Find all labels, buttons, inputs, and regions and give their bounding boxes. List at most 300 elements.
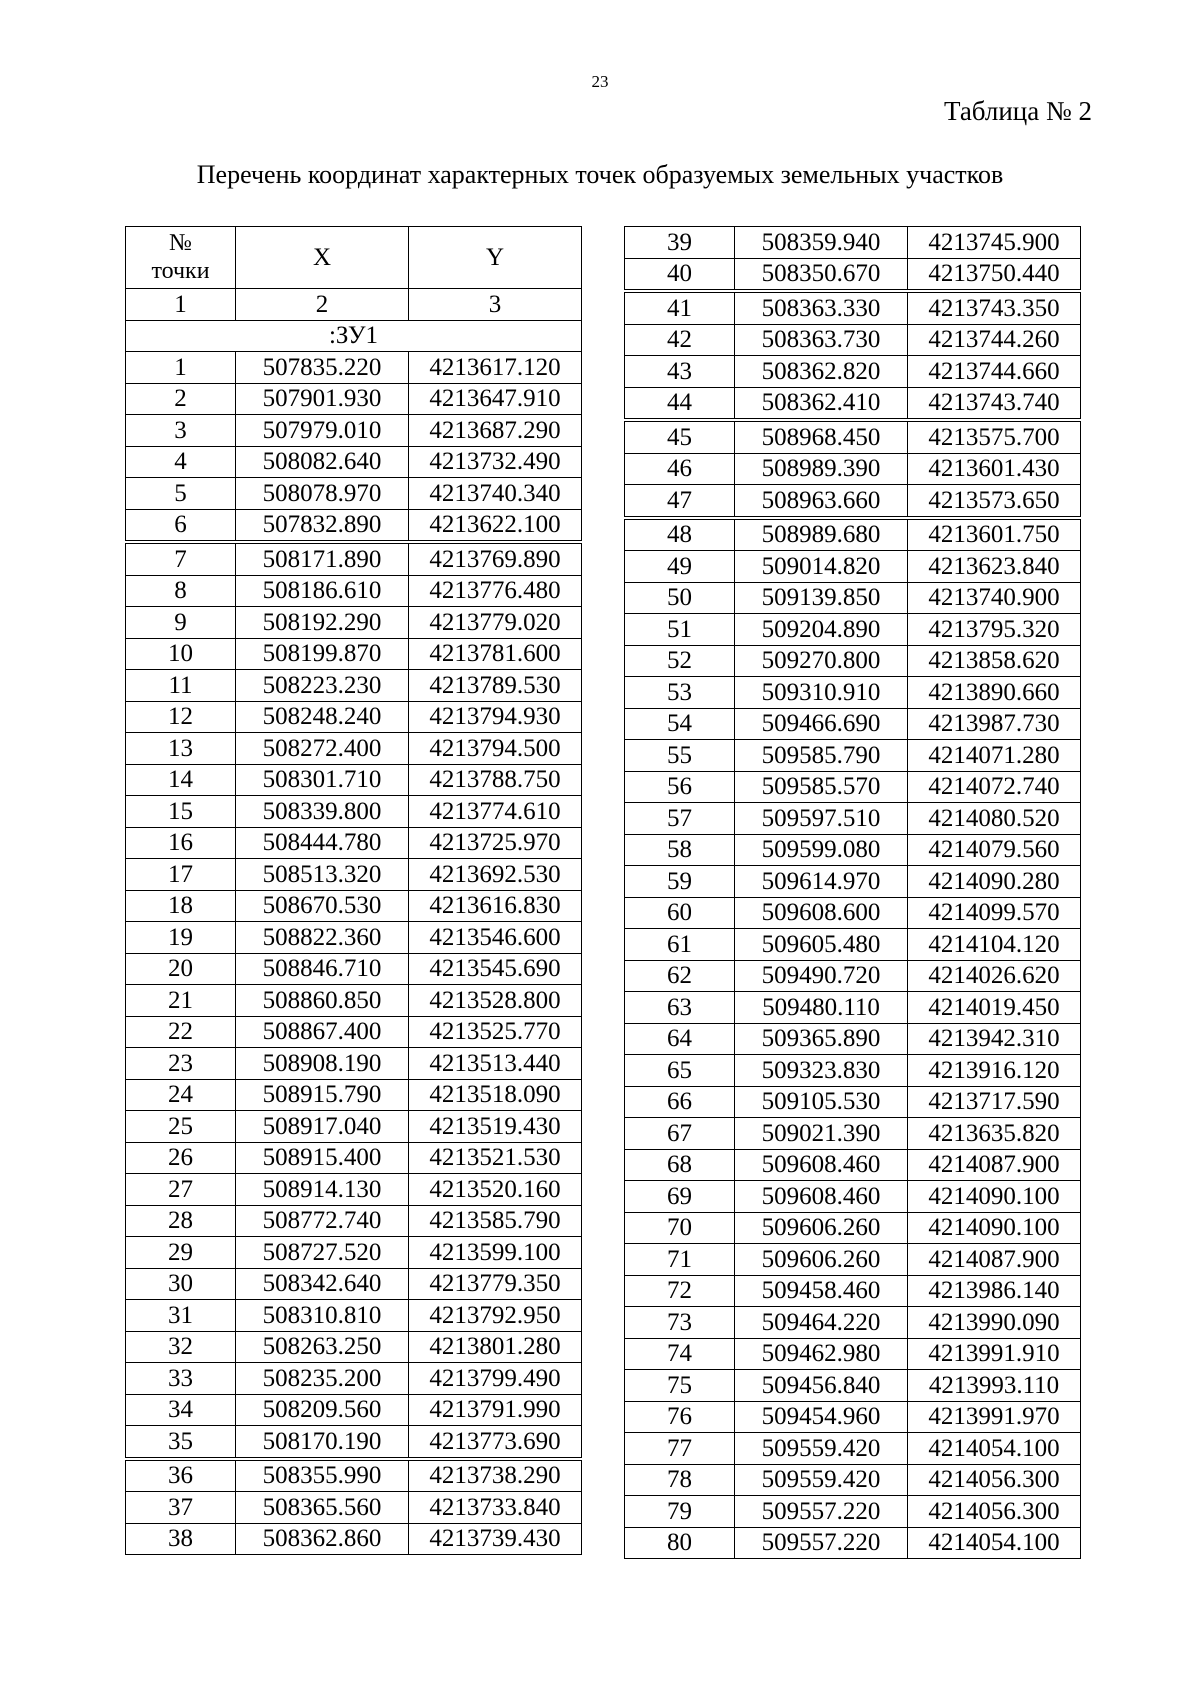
- header-point-number: [126, 227, 236, 289]
- point-number: 31: [126, 1300, 236, 1332]
- coord-y: 4213916.120: [908, 1055, 1081, 1087]
- column-number-row: [126, 289, 582, 321]
- header-x: X: [236, 227, 409, 289]
- coord-x: 508350.670: [735, 258, 908, 291]
- table-row: [625, 356, 1081, 388]
- table-row: [126, 827, 582, 859]
- coord-y: 4213520.160: [409, 1174, 582, 1206]
- point-number: 76: [625, 1401, 735, 1433]
- table-row: [625, 1370, 1081, 1402]
- coord-y: 4213519.430: [409, 1111, 582, 1143]
- coord-x: 509480.110: [735, 992, 908, 1024]
- coord-x: 508963.660: [735, 485, 908, 518]
- coord-x: 507832.890: [236, 509, 409, 542]
- point-number: 40: [625, 258, 735, 291]
- table-row: [126, 1016, 582, 1048]
- point-number: 60: [625, 897, 735, 929]
- table-row: [126, 415, 582, 447]
- table-row: [625, 1149, 1081, 1181]
- point-number: 54: [625, 708, 735, 740]
- page-number: 23: [591, 72, 609, 91]
- table-row: [625, 1433, 1081, 1465]
- table-row: [126, 1079, 582, 1111]
- coord-y: 4213991.970: [908, 1401, 1081, 1433]
- table-header-row: [126, 227, 582, 289]
- point-number: 34: [126, 1394, 236, 1426]
- point-number: 72: [625, 1275, 735, 1307]
- table-row: [625, 258, 1081, 291]
- coord-y: 4213987.730: [908, 708, 1081, 740]
- table-row: [126, 1331, 582, 1363]
- coord-x: 508727.520: [236, 1237, 409, 1269]
- point-number: 19: [126, 922, 236, 954]
- table-row: [126, 1492, 582, 1524]
- coordinates-table-left: [125, 226, 582, 1555]
- coord-y: 4213585.790: [409, 1205, 582, 1237]
- table-row: [126, 1142, 582, 1174]
- table-row: [126, 383, 582, 415]
- coord-x: 507901.930: [236, 383, 409, 415]
- table-row: [625, 324, 1081, 356]
- point-number: 3: [126, 415, 236, 447]
- table-row: [625, 485, 1081, 518]
- coord-x: 509606.260: [735, 1212, 908, 1244]
- coord-x: 508342.640: [236, 1268, 409, 1300]
- point-number: 79: [625, 1496, 735, 1528]
- coord-y: 4214104.120: [908, 929, 1081, 961]
- coord-x: 509490.720: [735, 960, 908, 992]
- coord-y: 4214054.100: [908, 1527, 1081, 1559]
- table-row: [126, 638, 582, 670]
- point-number: 37: [126, 1492, 236, 1524]
- coord-x: 508363.730: [735, 324, 908, 356]
- coord-y: 4213687.290: [409, 415, 582, 447]
- coord-y: 4213986.140: [908, 1275, 1081, 1307]
- coord-y: 4214090.280: [908, 866, 1081, 898]
- coord-x: 508989.680: [735, 518, 908, 551]
- coord-x: 509599.080: [735, 834, 908, 866]
- table-row: [625, 1338, 1081, 1370]
- coord-x: 508248.240: [236, 701, 409, 733]
- coord-y: 4213575.700: [908, 420, 1081, 453]
- point-number: 17: [126, 859, 236, 891]
- point-number: 6: [126, 509, 236, 542]
- coord-y: 4213513.440: [409, 1048, 582, 1080]
- table-row: [126, 1268, 582, 1300]
- point-number: 48: [625, 518, 735, 551]
- table-row: [126, 1363, 582, 1395]
- table-row: [625, 518, 1081, 551]
- point-number: 66: [625, 1086, 735, 1118]
- table-row: [625, 1086, 1081, 1118]
- coord-y: 4213732.490: [409, 446, 582, 478]
- coord-x: 507835.220: [236, 352, 409, 384]
- section-label: :ЗУ1: [126, 320, 582, 352]
- table-row: [126, 1111, 582, 1143]
- point-number: 8: [126, 575, 236, 607]
- column-number-3: 3: [409, 289, 582, 321]
- table-row: [625, 582, 1081, 614]
- point-number: 52: [625, 645, 735, 677]
- column-number-1: 1: [126, 289, 236, 321]
- table-row: [126, 446, 582, 478]
- point-number: 78: [625, 1464, 735, 1496]
- point-number: 18: [126, 890, 236, 922]
- point-number: 20: [126, 953, 236, 985]
- coord-x: 508310.810: [236, 1300, 409, 1332]
- coord-y: 4213745.900: [908, 227, 1081, 259]
- coord-x: 508365.560: [236, 1492, 409, 1524]
- table-row: [625, 420, 1081, 453]
- table-row: [625, 227, 1081, 259]
- table-row: [625, 1023, 1081, 1055]
- table-row: [126, 1237, 582, 1269]
- header-point-word: точки: [151, 257, 210, 284]
- coord-y: 4213528.800: [409, 985, 582, 1017]
- coord-y: 4213794.930: [409, 701, 582, 733]
- coord-y: 4214090.100: [908, 1212, 1081, 1244]
- point-number: 44: [625, 387, 735, 420]
- coord-x: 508355.990: [236, 1459, 409, 1492]
- point-number: 1: [126, 352, 236, 384]
- coord-x: 508209.560: [236, 1394, 409, 1426]
- coord-x: 508082.640: [236, 446, 409, 478]
- table-row: [625, 291, 1081, 324]
- table-row: [625, 677, 1081, 709]
- table-row: [625, 929, 1081, 961]
- coord-y: 4214071.280: [908, 740, 1081, 772]
- coord-y: 4213799.490: [409, 1363, 582, 1395]
- point-number: 68: [625, 1149, 735, 1181]
- coord-x: 509310.910: [735, 677, 908, 709]
- coord-x: 508772.740: [236, 1205, 409, 1237]
- table-row: [126, 1394, 582, 1426]
- table-row: [625, 960, 1081, 992]
- coord-x: 509614.970: [735, 866, 908, 898]
- coord-x: 508914.130: [236, 1174, 409, 1206]
- coord-x: 508444.780: [236, 827, 409, 859]
- coord-x: 509462.980: [735, 1338, 908, 1370]
- coord-x: 508915.790: [236, 1079, 409, 1111]
- coord-y: 4213525.770: [409, 1016, 582, 1048]
- point-number: 23: [126, 1048, 236, 1080]
- coord-x: 508170.190: [236, 1426, 409, 1459]
- coord-y: 4213545.690: [409, 953, 582, 985]
- coord-y: 4213789.530: [409, 670, 582, 702]
- coord-x: 508078.970: [236, 478, 409, 510]
- point-number: 80: [625, 1527, 735, 1559]
- point-number: 21: [126, 985, 236, 1017]
- point-number: 62: [625, 960, 735, 992]
- table-row: [126, 1048, 582, 1080]
- coord-x: 508822.360: [236, 922, 409, 954]
- coord-y: 4213769.890: [409, 542, 582, 575]
- table-row: [625, 1118, 1081, 1150]
- point-number: 58: [625, 834, 735, 866]
- point-number: 24: [126, 1079, 236, 1111]
- coord-y: 4213993.110: [908, 1370, 1081, 1402]
- coord-y: 4213991.910: [908, 1338, 1081, 1370]
- coord-x: 509606.260: [735, 1244, 908, 1276]
- coord-y: 4213744.260: [908, 324, 1081, 356]
- coord-x: 508223.230: [236, 670, 409, 702]
- point-number: 74: [625, 1338, 735, 1370]
- point-number: 32: [126, 1331, 236, 1363]
- coord-x: 509139.850: [735, 582, 908, 614]
- coord-x: 508989.390: [735, 453, 908, 485]
- point-number: 39: [625, 227, 735, 259]
- table-row: [126, 607, 582, 639]
- point-number: 45: [625, 420, 735, 453]
- coord-x: 508513.320: [236, 859, 409, 891]
- coord-y: 4213744.660: [908, 356, 1081, 388]
- point-number: 47: [625, 485, 735, 518]
- point-number: 33: [126, 1363, 236, 1395]
- point-number: 49: [625, 551, 735, 583]
- coord-y: 4214090.100: [908, 1181, 1081, 1213]
- table-row: [625, 1401, 1081, 1433]
- table-row: [126, 509, 582, 542]
- point-number: 26: [126, 1142, 236, 1174]
- coord-y: 4213890.660: [908, 677, 1081, 709]
- point-number: 13: [126, 733, 236, 765]
- point-number: 11: [126, 670, 236, 702]
- coord-x: 508917.040: [236, 1111, 409, 1143]
- table-row: [625, 1244, 1081, 1276]
- point-number: 2: [126, 383, 236, 415]
- coord-y: 4213858.620: [908, 645, 1081, 677]
- coord-x: 508235.200: [236, 1363, 409, 1395]
- coord-y: 4213725.970: [409, 827, 582, 859]
- point-number: 4: [126, 446, 236, 478]
- table-row: [625, 1212, 1081, 1244]
- table-row: [625, 803, 1081, 835]
- table-row: [126, 890, 582, 922]
- coord-x: 509585.570: [735, 771, 908, 803]
- coord-y: 4213788.750: [409, 764, 582, 796]
- section-row: [126, 320, 582, 352]
- table-row: [625, 771, 1081, 803]
- table-row: [625, 453, 1081, 485]
- coord-y: 4213546.600: [409, 922, 582, 954]
- table-row: [126, 670, 582, 702]
- point-number: 43: [625, 356, 735, 388]
- coord-x: 509559.420: [735, 1464, 908, 1496]
- point-number: 30: [126, 1268, 236, 1300]
- table-row: [126, 1205, 582, 1237]
- coord-x: 509454.960: [735, 1401, 908, 1433]
- coord-y: 4213795.320: [908, 614, 1081, 646]
- table-row: [126, 1174, 582, 1206]
- table-row: [625, 1496, 1081, 1528]
- coord-y: 4213647.910: [409, 383, 582, 415]
- table-row: [126, 764, 582, 796]
- point-number: 70: [625, 1212, 735, 1244]
- point-number: 75: [625, 1370, 735, 1402]
- table-label: Таблица № 2: [944, 96, 1092, 126]
- coord-x: 508272.400: [236, 733, 409, 765]
- coord-x: 509323.830: [735, 1055, 908, 1087]
- table-row: [126, 733, 582, 765]
- coord-x: 509597.510: [735, 803, 908, 835]
- point-number: 15: [126, 796, 236, 828]
- table-row: [625, 1527, 1081, 1559]
- coord-x: 508846.710: [236, 953, 409, 985]
- table-row: [625, 387, 1081, 420]
- coord-x: 509456.840: [735, 1370, 908, 1402]
- coord-x: 509458.460: [735, 1275, 908, 1307]
- coord-y: 4214080.520: [908, 803, 1081, 835]
- point-number: 42: [625, 324, 735, 356]
- coord-y: 4213717.590: [908, 1086, 1081, 1118]
- coord-y: 4213990.090: [908, 1307, 1081, 1339]
- coord-x: 509557.220: [735, 1496, 908, 1528]
- table-row: [126, 859, 582, 891]
- table-row: [625, 1307, 1081, 1339]
- table-row: [126, 953, 582, 985]
- point-number: 38: [126, 1523, 236, 1555]
- coord-y: 4213601.430: [908, 453, 1081, 485]
- coord-y: 4213521.530: [409, 1142, 582, 1174]
- point-number: 10: [126, 638, 236, 670]
- table-row: [625, 645, 1081, 677]
- point-number: 50: [625, 582, 735, 614]
- coord-y: 4214056.300: [908, 1496, 1081, 1528]
- document-title: Перечень координат характерных точек образуемых земельных участков: [196, 160, 1004, 189]
- coordinates-table-right: [624, 226, 1081, 1559]
- point-number: 9: [126, 607, 236, 639]
- point-number: 51: [625, 614, 735, 646]
- point-number: 71: [625, 1244, 735, 1276]
- coord-y: 4213599.100: [409, 1237, 582, 1269]
- coord-x: 509021.390: [735, 1118, 908, 1150]
- coord-x: 508186.610: [236, 575, 409, 607]
- coord-x: 509608.460: [735, 1149, 908, 1181]
- point-number: 35: [126, 1426, 236, 1459]
- coord-y: 4214056.300: [908, 1464, 1081, 1496]
- point-number: 25: [126, 1111, 236, 1143]
- coord-y: 4213518.090: [409, 1079, 582, 1111]
- coord-y: 4213573.650: [908, 485, 1081, 518]
- point-number: 22: [126, 1016, 236, 1048]
- table-row: [625, 1464, 1081, 1496]
- point-number: 67: [625, 1118, 735, 1150]
- table-row: [625, 1275, 1081, 1307]
- coord-x: 508362.860: [236, 1523, 409, 1555]
- coord-y: 4213743.740: [908, 387, 1081, 420]
- coord-x: 509585.790: [735, 740, 908, 772]
- table-row: [126, 575, 582, 607]
- coord-y: 4213601.750: [908, 518, 1081, 551]
- coord-y: 4214087.900: [908, 1149, 1081, 1181]
- point-number: 28: [126, 1205, 236, 1237]
- table-row: [625, 1055, 1081, 1087]
- coord-y: 4213774.610: [409, 796, 582, 828]
- table-row: [126, 352, 582, 384]
- coord-x: 508867.400: [236, 1016, 409, 1048]
- point-number: 57: [625, 803, 735, 835]
- table-row: [126, 1459, 582, 1492]
- table-row: [625, 866, 1081, 898]
- coord-y: 4214079.560: [908, 834, 1081, 866]
- coord-y: 4213794.500: [409, 733, 582, 765]
- coord-y: 4213635.820: [908, 1118, 1081, 1150]
- point-number: 64: [625, 1023, 735, 1055]
- point-number: 12: [126, 701, 236, 733]
- table-row: [625, 614, 1081, 646]
- table-row: [126, 1523, 582, 1555]
- coord-y: 4213779.020: [409, 607, 582, 639]
- table-row: [126, 1300, 582, 1332]
- coord-y: 4213738.290: [409, 1459, 582, 1492]
- coord-x: 509014.820: [735, 551, 908, 583]
- coord-x: 508263.250: [236, 1331, 409, 1363]
- table-row: [625, 708, 1081, 740]
- coord-y: 4213740.340: [409, 478, 582, 510]
- table-row: [126, 796, 582, 828]
- coord-y: 4214019.450: [908, 992, 1081, 1024]
- point-number: 59: [625, 866, 735, 898]
- coord-y: 4213750.440: [908, 258, 1081, 291]
- coord-x: 509608.460: [735, 1181, 908, 1213]
- coord-y: 4213791.990: [409, 1394, 582, 1426]
- coord-x: 509464.220: [735, 1307, 908, 1339]
- coord-y: 4213623.840: [908, 551, 1081, 583]
- table-row: [625, 992, 1081, 1024]
- coord-x: 507979.010: [236, 415, 409, 447]
- table-row: [126, 1426, 582, 1459]
- coord-y: 4213692.530: [409, 859, 582, 891]
- point-number: 27: [126, 1174, 236, 1206]
- coord-x: 509105.530: [735, 1086, 908, 1118]
- coord-x: 508359.940: [735, 227, 908, 259]
- coord-x: 509270.800: [735, 645, 908, 677]
- table-row: [625, 1181, 1081, 1213]
- table-row: [126, 542, 582, 575]
- point-number: 16: [126, 827, 236, 859]
- coord-y: 4214054.100: [908, 1433, 1081, 1465]
- point-number: 14: [126, 764, 236, 796]
- table-row: [625, 897, 1081, 929]
- coord-y: 4213743.350: [908, 291, 1081, 324]
- coord-x: 508363.330: [735, 291, 908, 324]
- coord-y: 4213740.900: [908, 582, 1081, 614]
- point-number: 65: [625, 1055, 735, 1087]
- coord-y: 4214087.900: [908, 1244, 1081, 1276]
- table-row: [625, 834, 1081, 866]
- point-number: 7: [126, 542, 236, 575]
- point-number: 56: [625, 771, 735, 803]
- point-number: 77: [625, 1433, 735, 1465]
- coord-y: 4214026.620: [908, 960, 1081, 992]
- coord-x: 509605.480: [735, 929, 908, 961]
- coord-x: 508199.870: [236, 638, 409, 670]
- coord-y: 4214072.740: [908, 771, 1081, 803]
- header-number-sign: №: [169, 229, 192, 256]
- coord-x: 509365.890: [735, 1023, 908, 1055]
- coord-x: 508915.400: [236, 1142, 409, 1174]
- coord-x: 508301.710: [236, 764, 409, 796]
- coord-x: 508670.530: [236, 890, 409, 922]
- coord-y: 4213622.100: [409, 509, 582, 542]
- point-number: 63: [625, 992, 735, 1024]
- coord-y: 4213773.690: [409, 1426, 582, 1459]
- coord-x: 508968.450: [735, 420, 908, 453]
- coord-x: 509204.890: [735, 614, 908, 646]
- coord-y: 4213779.350: [409, 1268, 582, 1300]
- coord-x: 508192.290: [236, 607, 409, 639]
- coord-y: 4213776.480: [409, 575, 582, 607]
